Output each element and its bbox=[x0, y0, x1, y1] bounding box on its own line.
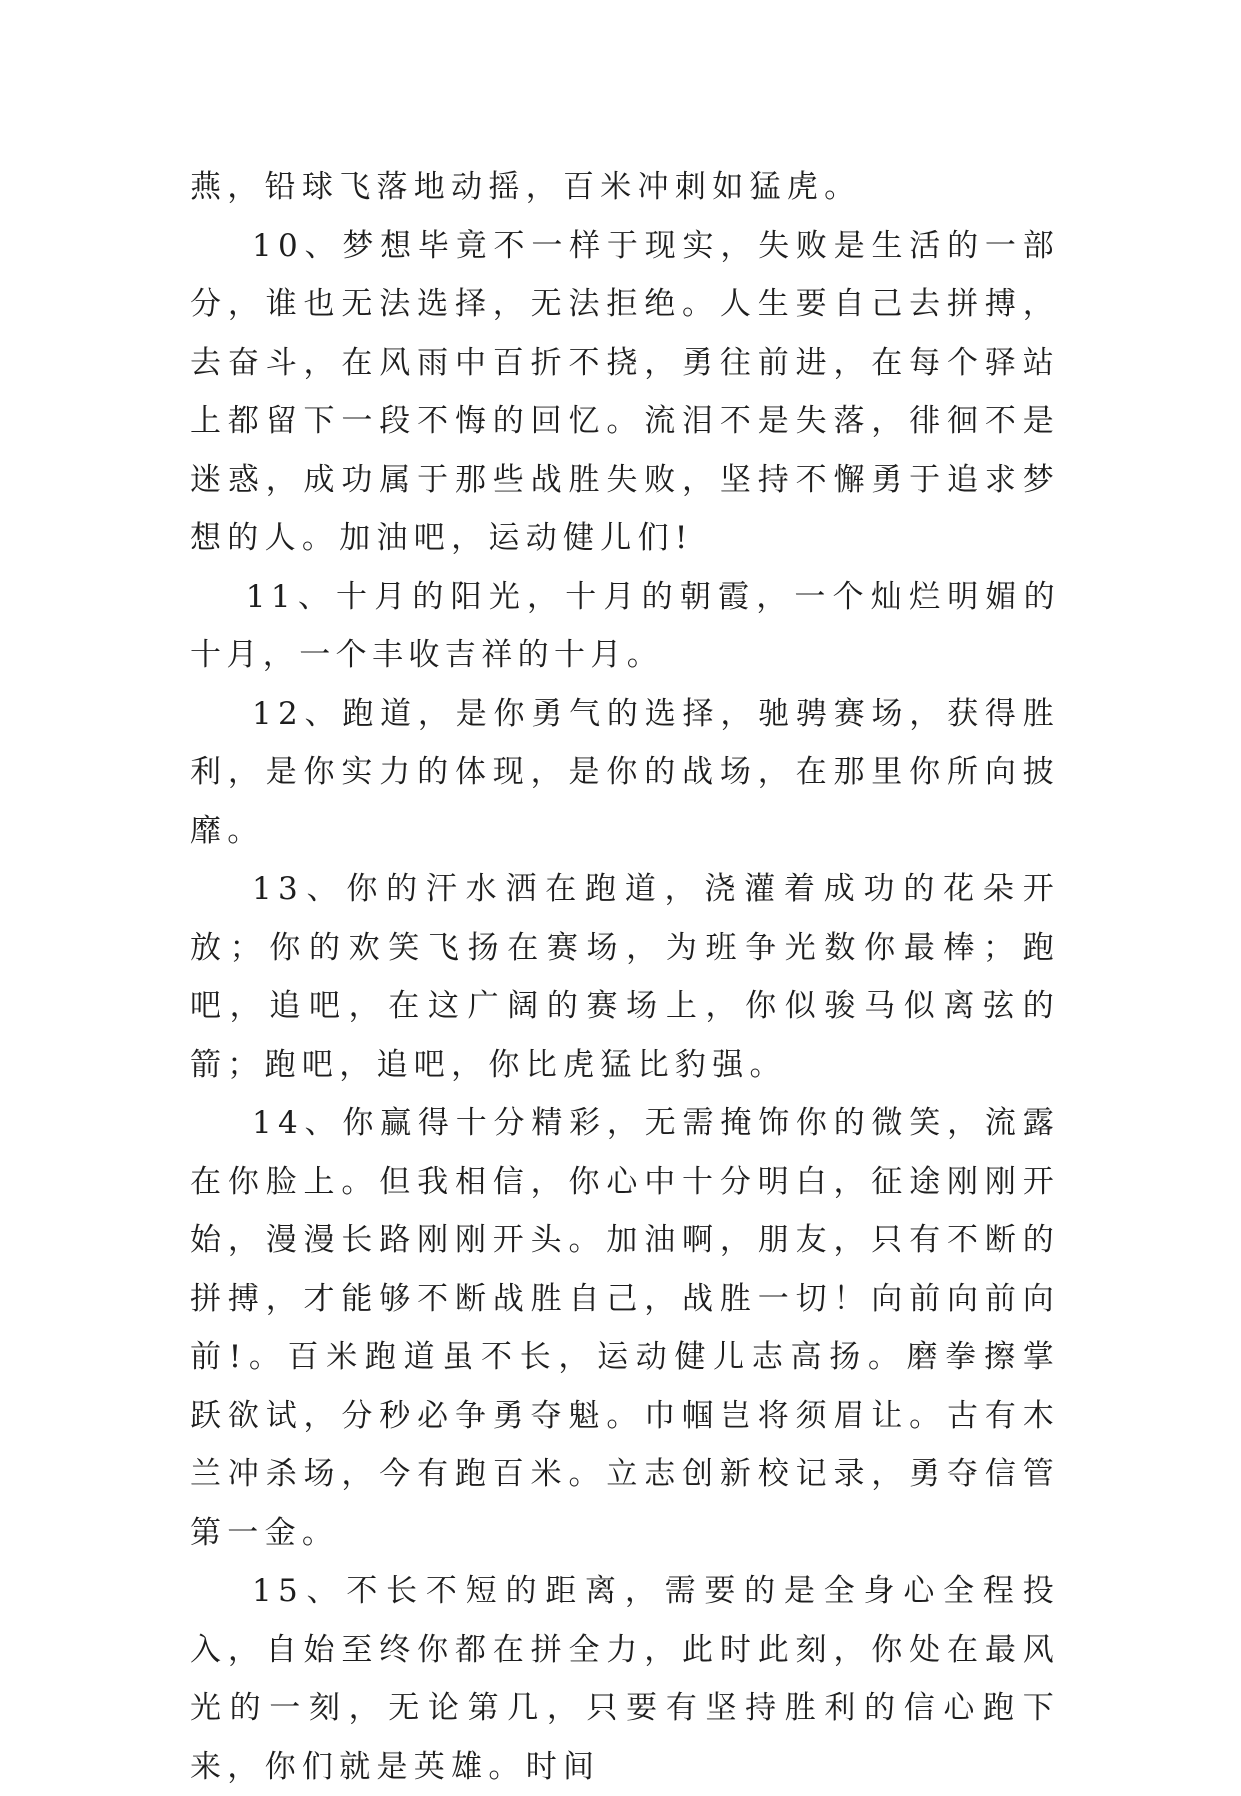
paragraph-12: 12、跑道，是你勇气的选择，驰骋赛场，获得胜利，是你实力的体现，是你的战场，在那里你所向披靡。 bbox=[190, 695, 1060, 849]
document-body bbox=[190, 158, 1060, 1796]
paragraph-13: 13、你的汗水洒在跑道，浇灌着成功的花朵开放；你的欢笑飞扬在赛场，为班争光数你最棒；跑吧，追吧，在这广阔的赛场上，你似骏马似离弦的箭；跑吧，追吧，你比虎猛比豹强。 bbox=[190, 871, 1060, 1083]
paragraph-11: 11、十月的阳光，十月的朝霞，一个灿烂明媚的十月，一个丰收吉祥的十月。 bbox=[190, 578, 1060, 673]
paragraph-15: 15、不长不短的距离，需要的是全身心全程投入，自始至终你都在拼全力，此时此刻，你处在最风光的一刻，无论第几，只要有坚持胜利的信心跑下来，你们就是英雄。时间 bbox=[190, 1573, 1060, 1785]
paragraph-9-continuation: 燕，铅球飞落地动摇，百米冲刺如猛虎。 bbox=[190, 169, 862, 205]
paragraph-10: 10、梦想毕竟不一样于现实，失败是生活的一部分，谁也无法选择，无法拒绝。人生要自己去拼搏，去奋斗，在风雨中百折不挠，勇往前进，在每个驿站上都留下一段不悔的回忆。流泪不是失落，徘徊不是迷惑，成功属于那些战胜失败，坚持不懈勇于追求梦想的人。加油吧，运动健儿们! bbox=[190, 227, 1060, 556]
paragraph-14: 14、你赢得十分精彩，无需掩饰你的微笑，流露在你脸上。但我相信，你心中十分明白，征途刚刚开始，漫漫长路刚刚开头。加油啊，朋友，只有不断的拼搏，才能够不断战胜自己，战胜一切！向前向前向前!。百米跑道虽不长，运动健儿志高扬。磨拳擦掌跃欲试，分秒必争勇夺魁。巾帼岂将须眉让。古有木兰冲杀场，今有跑百米。立志创新校记录，勇夺信管第一金。 bbox=[190, 1105, 1060, 1551]
